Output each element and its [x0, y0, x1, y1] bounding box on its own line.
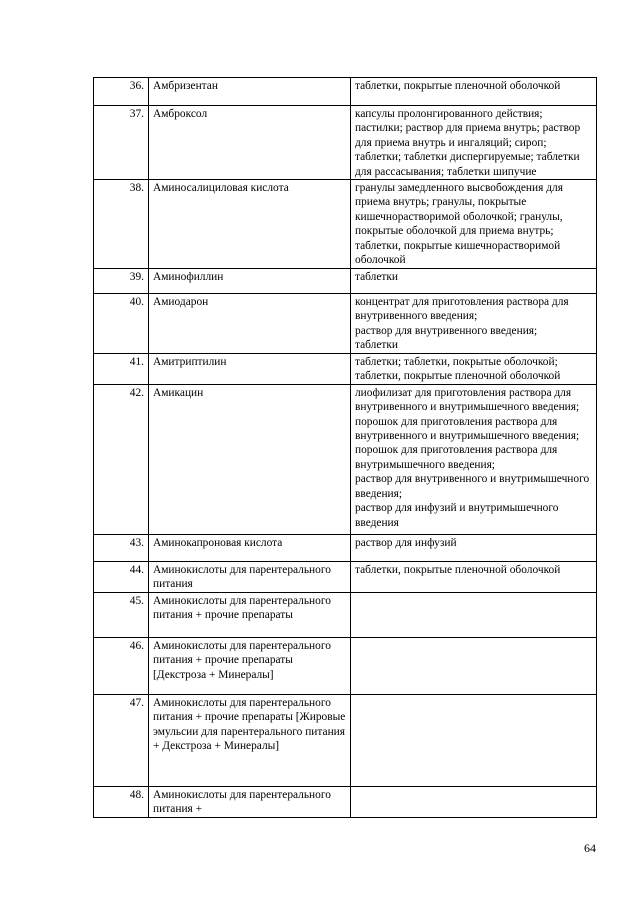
row-number: 46.: [94, 637, 149, 694]
row-number: 45.: [94, 592, 149, 637]
row-number: 36.: [94, 78, 149, 106]
table-row: [94, 180, 597, 269]
dosage-form: таблетки, покрытые пленочной оболочкой: [351, 561, 597, 592]
dosage-form: гранулы замедленного высвобождения для приема внутрь; гранулы, покрытые кишечнорастворимой оболочкой; гранулы, покрытые оболочкой для приема внутрь; таблетки, покрытые кишечнорастворимой оболочкой: [351, 180, 597, 269]
row-number: 40.: [94, 294, 149, 354]
row-number: 47.: [94, 694, 149, 786]
row-number: 41.: [94, 354, 149, 385]
drug-name: Аминокислоты для парентерального питания: [149, 561, 351, 592]
drug-name: Аминокислоты для парентерального питания + прочие препараты [Жировые эмульсии для парентерального питания + Декстроза + Минералы]: [149, 694, 351, 786]
table-row: [94, 694, 597, 786]
table-row: [94, 294, 597, 354]
page-number: 64: [584, 841, 596, 855]
dosage-form: [351, 637, 597, 694]
table-row: [94, 786, 597, 817]
row-number: 37.: [94, 106, 149, 180]
table-row: [94, 78, 597, 106]
drug-name: Амброксол: [149, 106, 351, 180]
table-row: [94, 534, 597, 561]
table-row: [94, 384, 597, 534]
drug-name: Аминокапроновая кислота: [149, 534, 351, 561]
drug-name: Амикацин: [149, 384, 351, 534]
dosage-form: раствор для инфузий: [351, 534, 597, 561]
drug-name: Аминокислоты для парентерального питания + прочие препараты [Декстроза + Минералы]: [149, 637, 351, 694]
dosage-form: лиофилизат для приготовления раствора для внутривенного и внутримышечного введения; порошок для приготовления раствора для внутривенного и внутримышечного введения; порошок для приготовления раствора для внутримышечного введения; раствор для внутривенного и внутримышечного введения; раствор для инфузий и внутримышечного введения: [351, 384, 597, 534]
dosage-form: таблетки: [351, 269, 597, 294]
table-row: [94, 269, 597, 294]
drug-name: Аминофиллин: [149, 269, 351, 294]
dosage-form: таблетки; таблетки, покрытые оболочкой; таблетки, покрытые пленочной оболочкой: [351, 354, 597, 385]
dosage-form: [351, 592, 597, 637]
row-number: 39.: [94, 269, 149, 294]
drug-table: [93, 77, 597, 818]
table-row: [94, 637, 597, 694]
row-number: 38.: [94, 180, 149, 269]
table-row: [94, 106, 597, 180]
dosage-form: таблетки, покрытые пленочной оболочкой: [351, 78, 597, 106]
drug-name: Аминосалициловая кислота: [149, 180, 351, 269]
row-number: 44.: [94, 561, 149, 592]
table-row: [94, 561, 597, 592]
drug-name: Амбризентан: [149, 78, 351, 106]
row-number: 42.: [94, 384, 149, 534]
drug-name: Амиодарон: [149, 294, 351, 354]
drug-name: Амитриптилин: [149, 354, 351, 385]
drug-name: Аминокислоты для парентерального питания +: [149, 786, 351, 817]
dosage-form: [351, 694, 597, 786]
drug-name: Аминокислоты для парентерального питания + прочие препараты: [149, 592, 351, 637]
dosage-form: [351, 786, 597, 817]
dosage-form: концентрат для приготовления раствора для внутривенного введения; раствор для внутривенного введения; таблетки: [351, 294, 597, 354]
table-row: [94, 592, 597, 637]
dosage-form: капсулы пролонгированного действия; пастилки; раствор для приема внутрь; раствор для приема внутрь и ингаляций; сироп; таблетки; таблетки диспергируемые; таблетки для рассасывания; таблетки шипучие: [351, 106, 597, 180]
table-row: [94, 354, 597, 385]
row-number: 43.: [94, 534, 149, 561]
row-number: 48.: [94, 786, 149, 817]
